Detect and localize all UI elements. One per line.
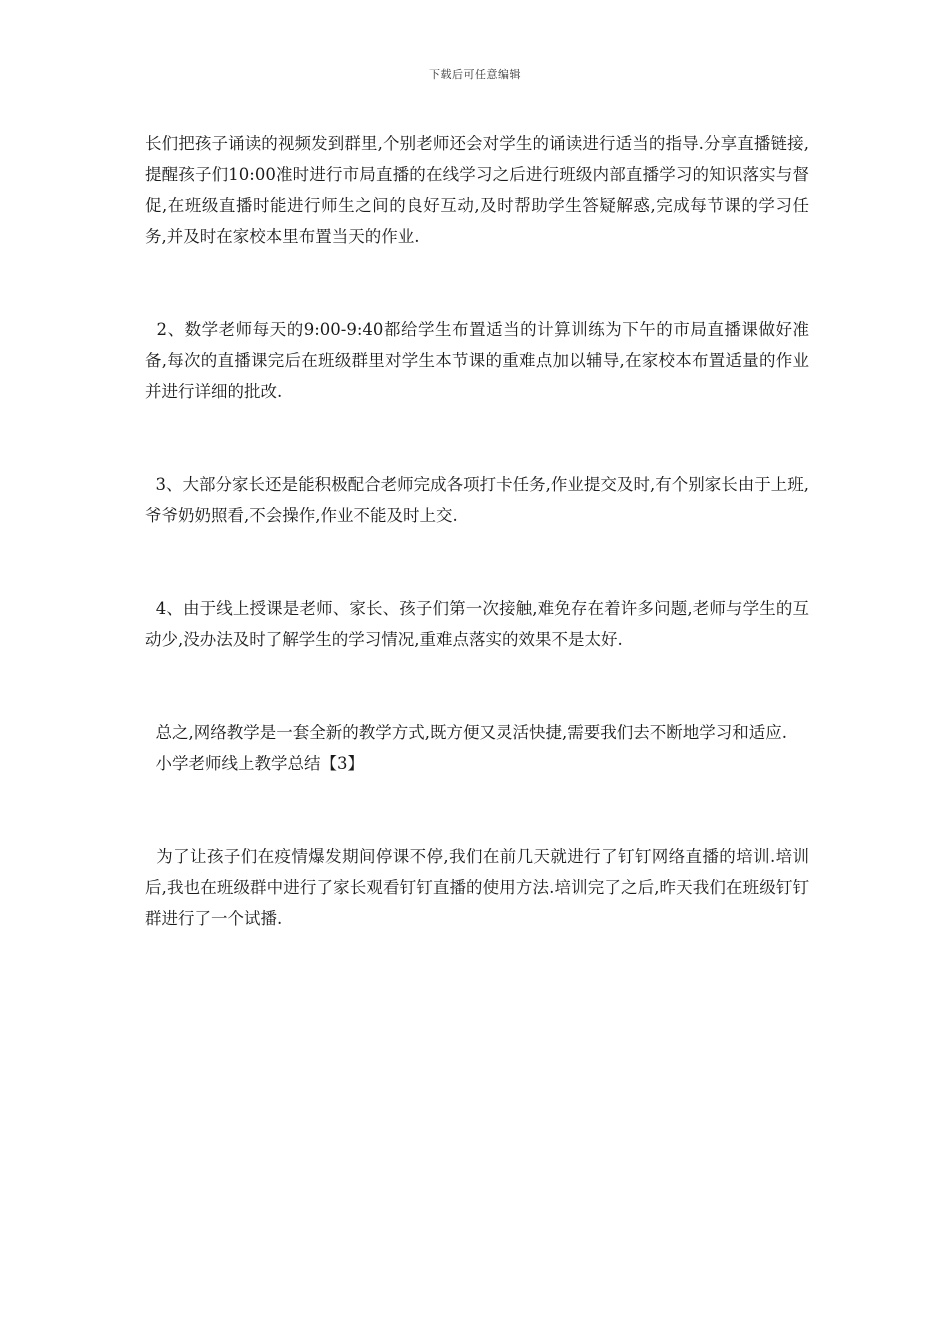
paragraph-4: 4、由于线上授课是老师、家长、孩子们第一次接触,难免存在着许多问题,老师与学生的互动少,没办法及时了解学生的学习情况,重难点落实的效果不是太好. [145,599,809,649]
header-note: 下载后可任意编辑 [429,68,521,81]
paragraph-3: 3、大部分家长还是能积极配合老师完成各项打卡任务,作业提交及时,有个别家长由于上班,爷爷奶奶照看,不会操作,作业不能及时上交. [145,475,810,525]
section-paragraph: 为了让孩子们在疫情爆发期间停课不停,我们在前几天就进行了钉钉网络直播的培训.培训后,我也在班级群中进行了家长观看钉钉直播的使用方法.培训完了之后,昨天我们在班级钉钉群进行了一个试播. [145,847,809,928]
paragraph-2: 2、数学老师每天的9:00-9:40都给学生布置适当的计算训练为下午的市局直播课做好准备,每次的直播课完后在班级群里对学生本节课的重难点加以辅导,在家校本布置适量的作业并进行详细的批改. [145,320,809,401]
document-body [145,128,809,934]
paragraph-5: 总之,网络教学是一套全新的教学方式,既方便又灵活快捷,需要我们去不断地学习和适应. [145,723,787,742]
paragraph-1: 长们把孩子诵读的视频发到群里,个别老师还会对学生的诵读进行适当的指导.分享直播链接,提醒孩子们10:00准时进行市局直播的在线学习之后进行班级内部直播学习的知识落实与督促,在班级直播时能进行师生之间的良好互动,及时帮助学生答疑解惑,完成每节课的学习任务,并及时在家校本里布置当天的作业. [145,134,809,246]
section-heading: 小学老师线上教学总结【3】 [145,754,364,773]
